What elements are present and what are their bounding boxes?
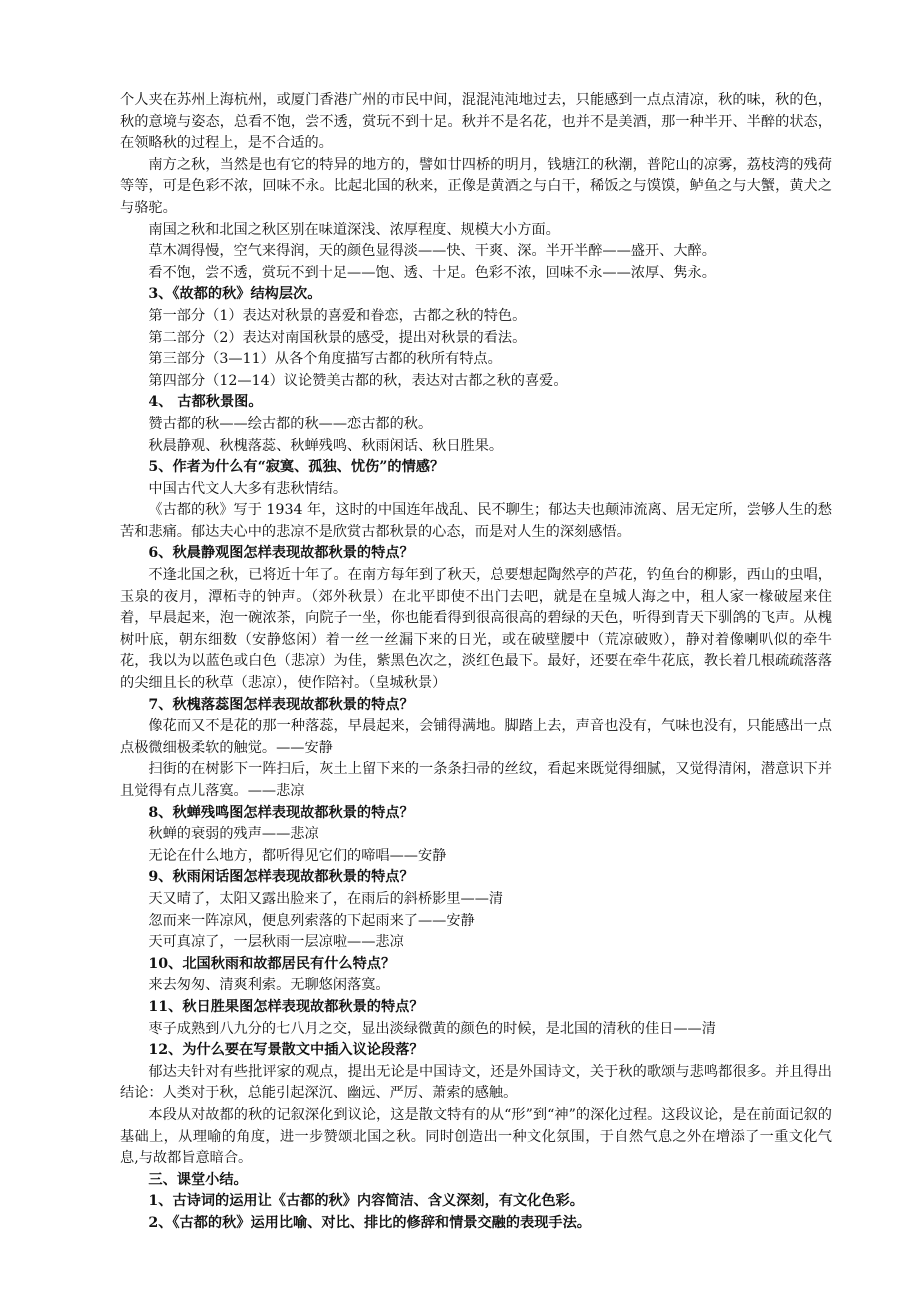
paragraph-22: 来去匆匆、清爽利索。无聊悠闲落寞。 [148, 977, 390, 994]
paragraph-3: 南国之秋和北国之秋区别在味道深浅、浓厚程度、规模大小方面。 [148, 221, 560, 238]
heading-6: 6、秋晨静观图怎样表现故都秋景的特点？ [148, 545, 414, 562]
paragraph-15: 像花而又不是花的那一种落蕊，早晨起来，会铺得满地。脚踏上去，声音也没有，气味也没有，只能感出一点点极微细极柔软的触觉。——安静 [120, 718, 832, 756]
paragraph-24: 郁达夫针对有些批评家的观点，提出无论是中国诗文，还是外国诗文，关于秋的歌颂与悲鸣都很多。并且得出结论：人类对于秋，总能引起深沉、幽远、严厉、萧索的感触。 [120, 1063, 832, 1102]
paragraph-4: 草木凋得慢，空气来得润，天的颜色显得淡——快、干爽、深。半开半醉——盛开、大醉。 [148, 243, 716, 260]
paragraph-16: 扫街的在树影下一阵扫后，灰土上留下来的一条条扫帚的丝纹，看起来既觉得细腻，又觉得清闲，潜意识下并且觉得有点儿落寞。——悲凉 [120, 761, 832, 799]
heading-12: 12、为什么要在写景散文中插入议论段落？ [148, 1042, 424, 1059]
paragraph-1: 个人夹在苏州上海杭州，或厦门香港广州的市民中间，混混沌沌地过去，只能感到一点点清凉，秋的味，秋的色，秋的意境与姿态，总看不饱，尝不透，赏玩不到十足。秋并不是名花，也并不是美酒，那一种半开、半醉的状态，在领略秋的过程上，是不合适的。 [120, 92, 832, 152]
paragraph-10: 赞古都的秋——绘古都的秋——恋古都的秋。 [148, 415, 433, 432]
heading-10: 10、北国秋雨和故都居民有什么特点？ [148, 955, 396, 972]
paragraph-11: 秋晨静观、秋槐落蕊、秋蝉残鸣、秋雨闲话、秋日胜果。 [148, 437, 504, 454]
paragraph-6: 第一部分（1）表达对秋景的喜爱和眷恋，古都之秋的特色。 [148, 307, 527, 324]
paragraph-18: 无论在什么地方，都听得见它们的啼唱——安静 [148, 847, 447, 864]
paragraph-13: 《古都的秋》写于 1934 年，这时的中国连年战乱、民不聊生；郁达夫也颠沛流离、居无定所，尝够人生的愁苦和悲痛。郁达夫心中的悲凉不是欣赏古都秋景的心态，而是对人生的深刻感悟。 [120, 502, 832, 540]
heading-3: 3、《故都的秋》结构层次。 [148, 286, 322, 303]
heading-5: 5、作者为什么有“寂寞、孤独、忧伤”的情感？ [148, 459, 445, 476]
heading-4: 4、 古都秋景图。 [148, 394, 263, 411]
paragraph-20: 忽而来一阵凉风，便息列索落的下起雨来了——安静 [148, 912, 475, 929]
paragraph-7: 第二部分（2）表达对南国秋景的感受，提出对秋景的看法。 [148, 329, 527, 346]
document-body [120, 90, 832, 1234]
paragraph-19: 天又晴了，太阳又露出脸来了，在雨后的斜桥影里——清 [148, 890, 504, 907]
paragraph-2: 南方之秋，当然是也有它的特异的地方的，譬如廿四桥的明月，钱塘江的秋潮，普陀山的凉雾，荔枝湾的残荷等等，可是色彩不浓，回味不永。比起北国的秋来，正像是黄酒之与白干，稀饭之与馍馍，鲈鱼之与大蟹，黄犬之与骆驼。 [120, 156, 832, 216]
paragraph-23: 枣子成熟到八九分的七八月之交，显出淡绿微黄的颜色的时候，是北国的清秋的佳日——清 [148, 1020, 716, 1037]
paragraph-5: 看不饱，尝不透，赏玩不到十足——饱、透、十足。色彩不浓，回味不永——浓厚、隽永。 [148, 264, 716, 281]
paragraph-21: 天可真凉了，一层秋雨一层凉啦——悲凉 [148, 934, 404, 951]
paragraph-25: 本段从对故都的秋的记叙深化到议论，这是散文特有的从“形”到“神”的深化过程。这段议论，是在前面记叙的基础上，从理喻的角度，进一步赞颂北国之秋。同时创造出一种文化氛围，于自然气息之外在增添了一重文化气息,与故都旨意暗合。 [120, 1106, 832, 1167]
paragraph-14: 不逢北国之秋，已将近十年了。在南方每年到了秋天，总要想起陶然亭的芦花，钓鱼台的柳影，西山的虫唱，玉泉的夜月，潭柘寺的钟声。（郊外秋景）在北平即使不出门去吧，就是在皇城人海之中，租人家一椽破屋来住着，早晨起来，泡一碗浓茶，向院子一坐，你也能看得到很高很高的碧绿的天色，听得到青天下驯鸽的飞声。从槐树叶底，朝东细数（安静悠闲）着一丝一丝漏下来的日光，或在破壁腰中（荒凉破败），静对着像喇叭似的牵牛花，我以为以蓝色或白色（悲凉）为佳，紫黑色次之，淡红色最下。最好，还要在牵牛花底，教长着几根疏疏落落的尖细且长的秋草（悲凉），使作陪衬。（皇城秋景） [120, 567, 832, 692]
paragraph-9: 第四部分（12—14）议论赞美古都的秋，表达对古都之秋的喜爱。 [148, 372, 568, 389]
heading-summary: 三、课堂小结。 [148, 1171, 248, 1188]
paragraph-17: 秋蝉的衰弱的残声——悲凉 [148, 826, 319, 843]
heading-8: 8、秋蝉残鸣图怎样表现故都秋景的特点？ [148, 804, 414, 821]
paragraph-12: 中国古代文人大多有悲秋情结。 [148, 480, 348, 497]
heading-11: 11、秋日胜果图怎样表现故都秋景的特点？ [148, 998, 424, 1015]
summary-item-2: 2、《古都的秋》运用比喻、对比、排比的修辞和情景交融的表现手法。 [148, 1214, 591, 1231]
summary-item-1: 1、古诗词的运用让《古都的秋》内容简洁、含义深刻，有文化色彩。 [148, 1193, 584, 1210]
paragraph-8: 第三部分（3—11）从各个角度描写古都的秋所有特点。 [148, 351, 502, 368]
heading-7: 7、秋槐落蕊图怎样表现故都秋景的特点？ [148, 696, 414, 713]
heading-9: 9、秋雨闲话图怎样表现故都秋景的特点？ [148, 869, 414, 886]
